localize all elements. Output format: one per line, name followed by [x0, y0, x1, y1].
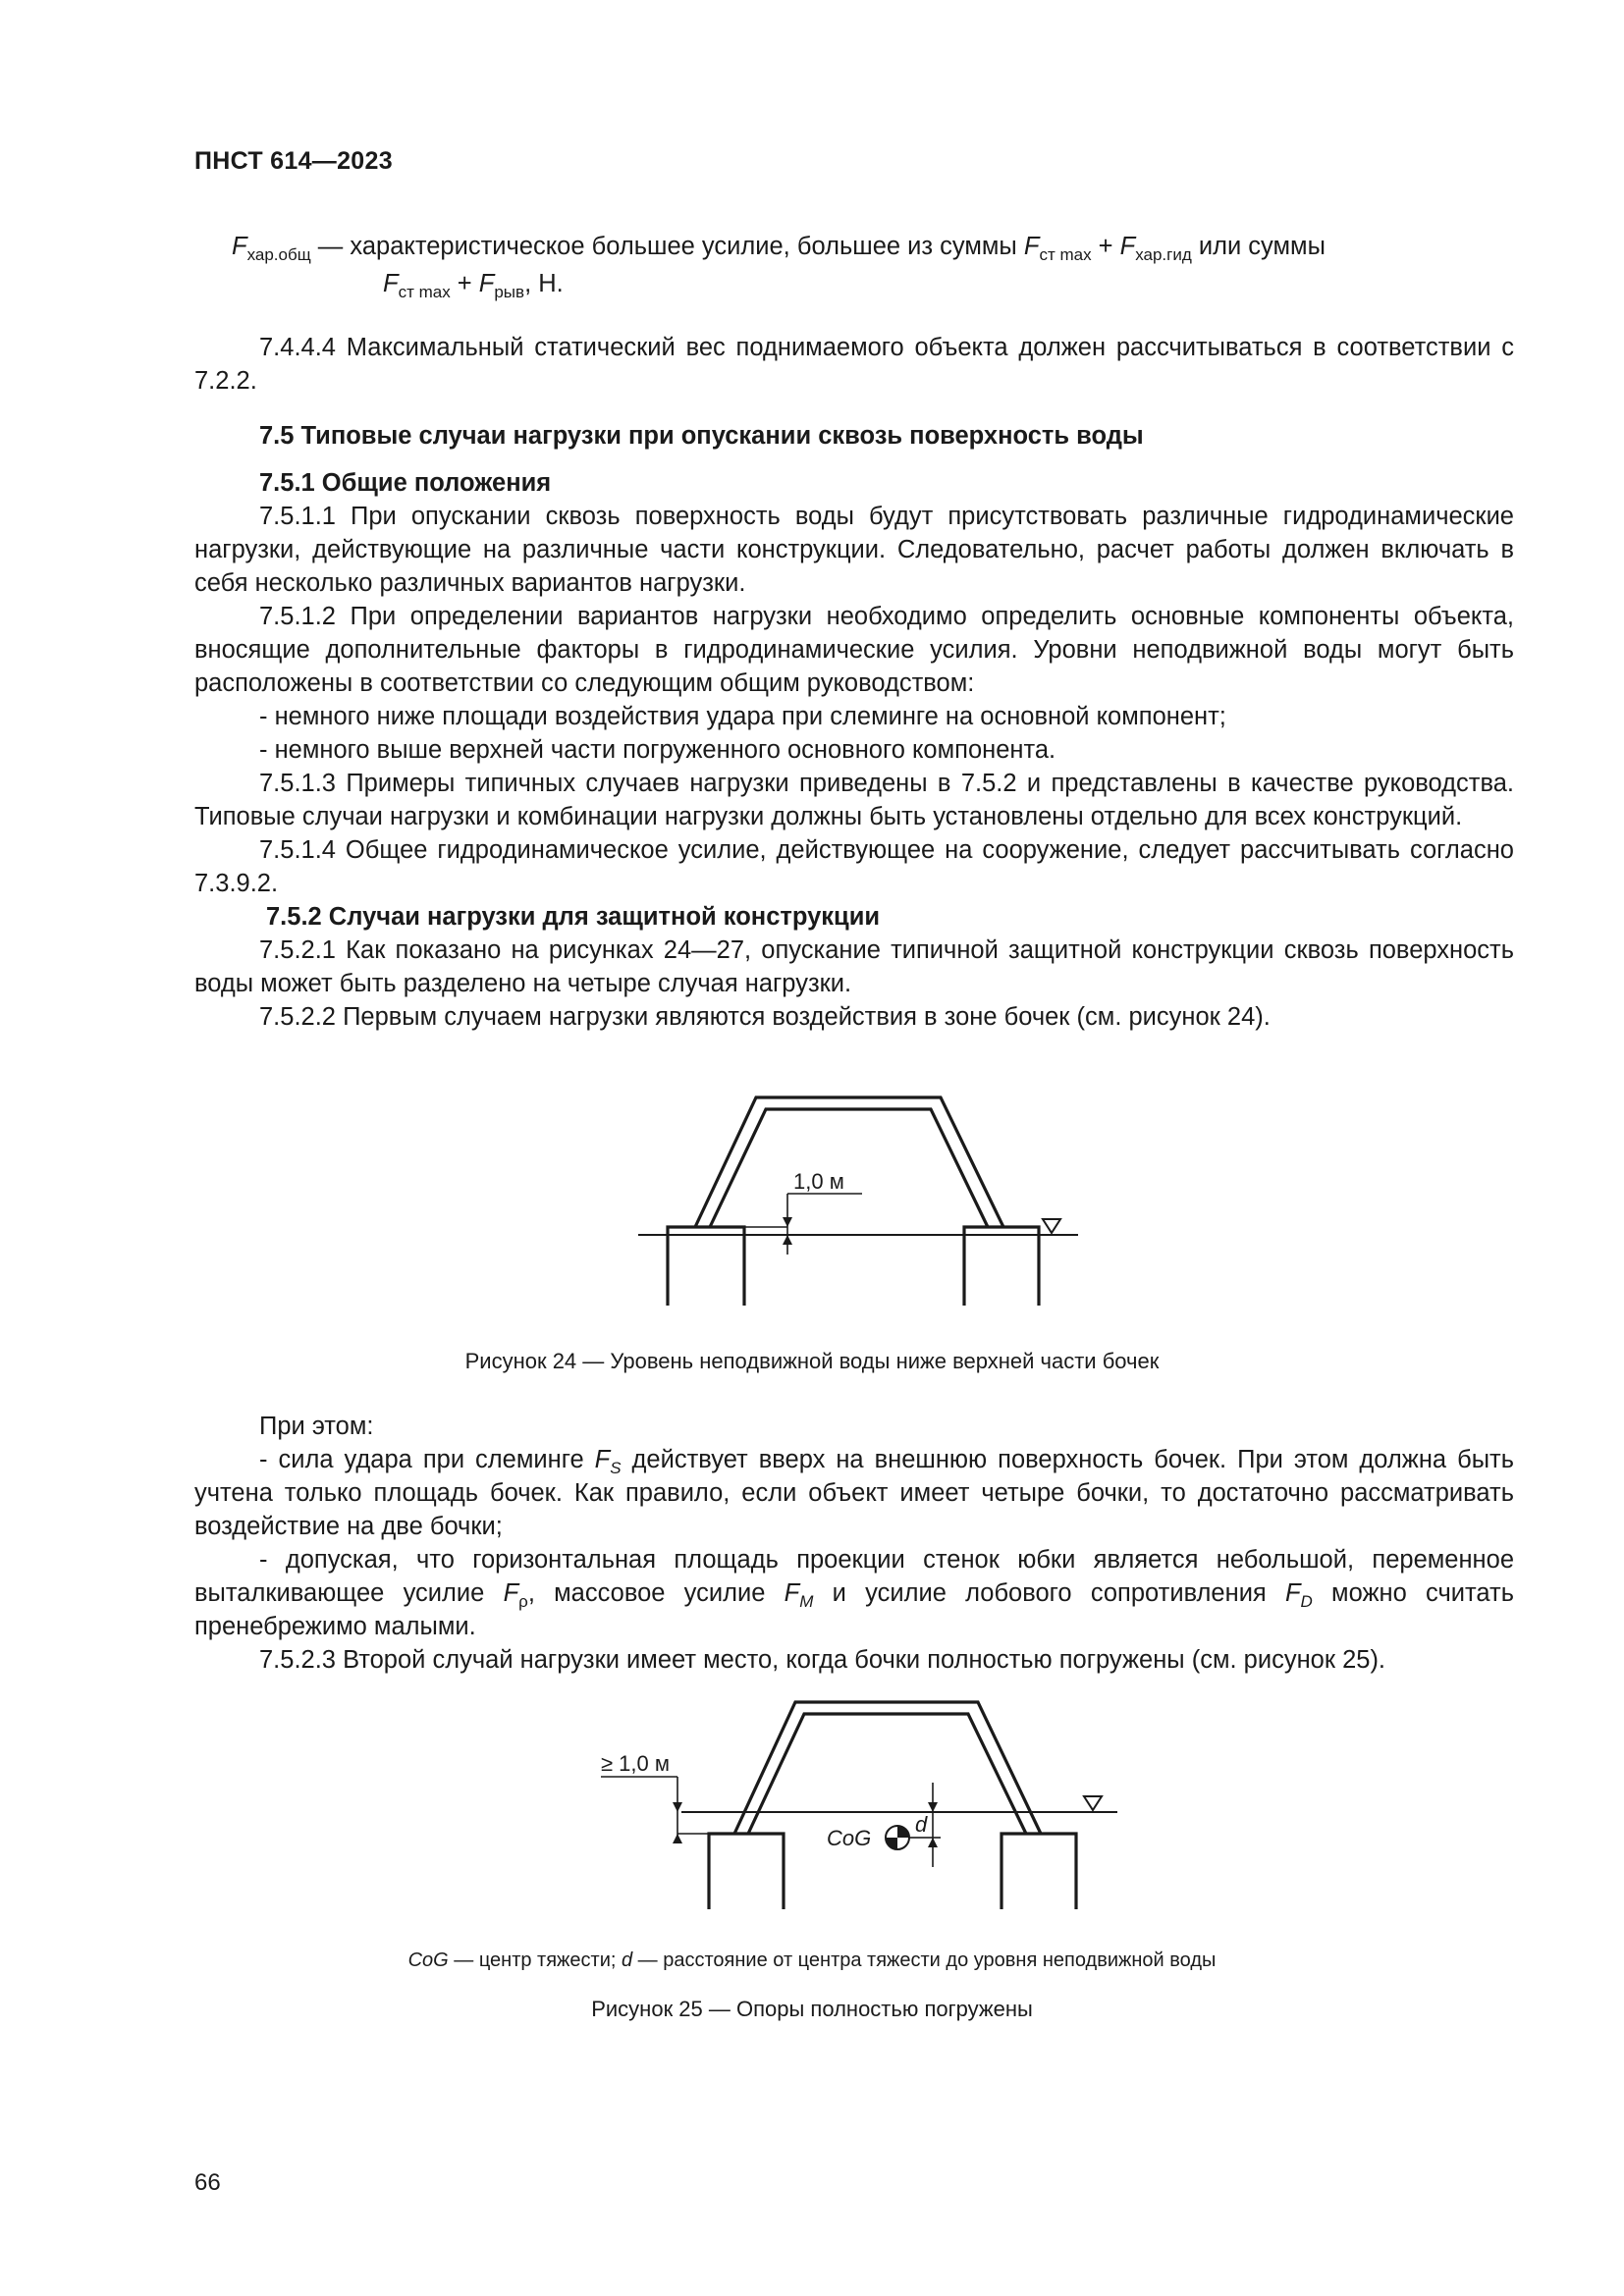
dash: — [310, 233, 351, 260]
frame-inner [748, 1714, 1026, 1834]
plus: + [1091, 233, 1120, 260]
li-text: - допуская, что горизонтальная площадь проекции стенок юбки является небольшой, переменное выталкивающее усилие [194, 1546, 1514, 1607]
heading-7-5: 7.5 Типовые случаи нагрузки при опускании сквозь поверхность воды [259, 422, 1144, 450]
symbol-sub: ρ [518, 1592, 528, 1611]
list-item: - немного выше верхней части погруженного основного компонента. [259, 736, 1056, 764]
document-id: ПНСТ 614—2023 [194, 147, 393, 175]
f1-sub: ст max [1039, 245, 1092, 264]
page-number: 66 [194, 2169, 221, 2196]
symbol-sub: хар.общ [246, 245, 311, 264]
definition-text-b: или суммы [1191, 233, 1326, 260]
legend-text: — расстояние от центра тяжести до уровня неподвижной воды [632, 1949, 1217, 1971]
frame-inner [710, 1109, 988, 1227]
f2-sub: хар.гид [1135, 245, 1192, 264]
figure-24-caption: Рисунок 24 — Уровень неподвижной воды ниже верхней части бочек [464, 1349, 1160, 1373]
symbol-f: F [1284, 1579, 1301, 1607]
plus: + [450, 270, 479, 297]
legend-cog: CoG [407, 1949, 449, 1971]
dimension-label: 1,0 м [793, 1169, 844, 1194]
definition-line-1 [232, 228, 1514, 265]
main-text-1 [194, 331, 1514, 1034]
f2: F [1119, 233, 1136, 260]
definition-text: характеристическое большее усилие, большее из суммы [350, 233, 1024, 260]
definition-tail: , Н. [524, 270, 564, 297]
paragraph-pri-etom: При этом: [259, 1413, 374, 1440]
bucket-right [964, 1227, 1039, 1306]
legend-d: d [622, 1949, 633, 1971]
water-level-icon [1084, 1796, 1102, 1810]
bucket-left [709, 1834, 784, 1909]
figure-25-caption: Рисунок 25 — Опоры полностью погружены [591, 1997, 1033, 2021]
symbol-sub: S [610, 1459, 622, 1477]
f3: F [383, 270, 399, 297]
symbol-f: F [232, 233, 247, 260]
li-text: и усилие лобового сопротивления [813, 1579, 1285, 1607]
definition-block [232, 228, 1514, 302]
heading-7-5-2: 7.5.2 Случаи нагрузки для защитной конструкции [266, 903, 881, 931]
legend-text: — центр тяжести; [448, 1949, 622, 1971]
cog-label: CoG [827, 1826, 872, 1850]
paragraph-7-4-4-4: 7.4.4.4 Максимальный статический вес поднимаемого объекта должен рассчитываться в соответствии с 7.2.2. [194, 334, 1514, 395]
water-level-icon [1043, 1219, 1060, 1233]
symbol-f: F [503, 1579, 519, 1607]
f1: F [1023, 233, 1040, 260]
paragraph-7-5-1-1: 7.5.1.1 При опускании сквозь поверхность воды будут присутствовать различные гидродинамические нагрузки, действующие на различные части конструкции. Следовательно, расчет работы должен включать в себя несколько различных вариантов нагрузки. [194, 503, 1514, 597]
symbol-f: F [594, 1446, 611, 1473]
f4-sub: рыв [494, 283, 525, 301]
paragraph-7-5-1-2: 7.5.1.2 При определении вариантов нагрузки необходимо определить основные компоненты объекта, вносящие дополнительные факторы в гидродинамические усилия. Уровни неподвижной воды могут быть расположены в соответствии со следующим общим руководством: [194, 603, 1514, 697]
center-of-gravity-icon [886, 1826, 909, 1849]
paragraph-7-5-2-1: 7.5.2.1 Как показано на рисунках 24—27, опускание типичной защитной конструкции сквозь поверхность воды может быть разделено на четыре случая нагрузки. [194, 936, 1514, 997]
li-text: - сила удара при слеминге [259, 1446, 595, 1473]
li-text: можно считать пренебрежимо малыми. [194, 1579, 1514, 1640]
li-text: , массовое усилие [527, 1579, 785, 1607]
figure-25-legend [0, 1949, 1624, 1972]
d-label: d [915, 1812, 928, 1837]
paragraph-7-5-2-3: 7.5.2.3 Второй случай нагрузки имеет место, когда бочки полностью погружены (см. рисунок 25). [259, 1646, 1386, 1674]
main-text-2 [194, 1410, 1514, 1677]
li-text: действует вверх на внешнюю поверхность бочек. При этом должна быть учтена только площадь бочек. Как правило, если объект имеет четыре бочки, то достаточно рассматривать воздействие на две бочки; [194, 1446, 1514, 1540]
f3-sub: ст max [398, 283, 451, 301]
paragraph-7-5-1-3: 7.5.1.3 Примеры типичных случаев нагрузки приведены в 7.5.2 и представлены в качестве руководства. Типовые случаи нагрузки и комбинации нагрузки должны быть установлены отдельно для всех конструкций. [194, 770, 1514, 830]
bucket-right [1001, 1834, 1076, 1909]
symbol-sub: D [1300, 1592, 1313, 1611]
paragraph-7-5-2-2: 7.5.2.2 Первым случаем нагрузки являются воздействия в зоне бочек (см. рисунок 24). [259, 1003, 1271, 1031]
figure-25 [587, 1688, 1137, 1924]
figure-24 [628, 1088, 1090, 1313]
list-item [194, 1443, 1514, 1543]
definition-line-2 [232, 265, 1514, 302]
dimension-label: ≥ 1,0 м [601, 1751, 671, 1776]
list-item: - немного ниже площади воздействия удара при слеминге на основной компонент; [259, 703, 1226, 730]
symbol-f: F [784, 1579, 800, 1607]
paragraph-7-5-1-4: 7.5.1.4 Общее гидродинамическое усилие, действующее на сооружение, следует рассчитывать согласно 7.3.9.2. [194, 836, 1514, 897]
list-item [194, 1543, 1514, 1643]
heading-7-5-1: 7.5.1 Общие положения [259, 469, 552, 497]
bucket-left [668, 1227, 744, 1306]
f4: F [478, 270, 495, 297]
symbol-sub: M [799, 1592, 814, 1611]
